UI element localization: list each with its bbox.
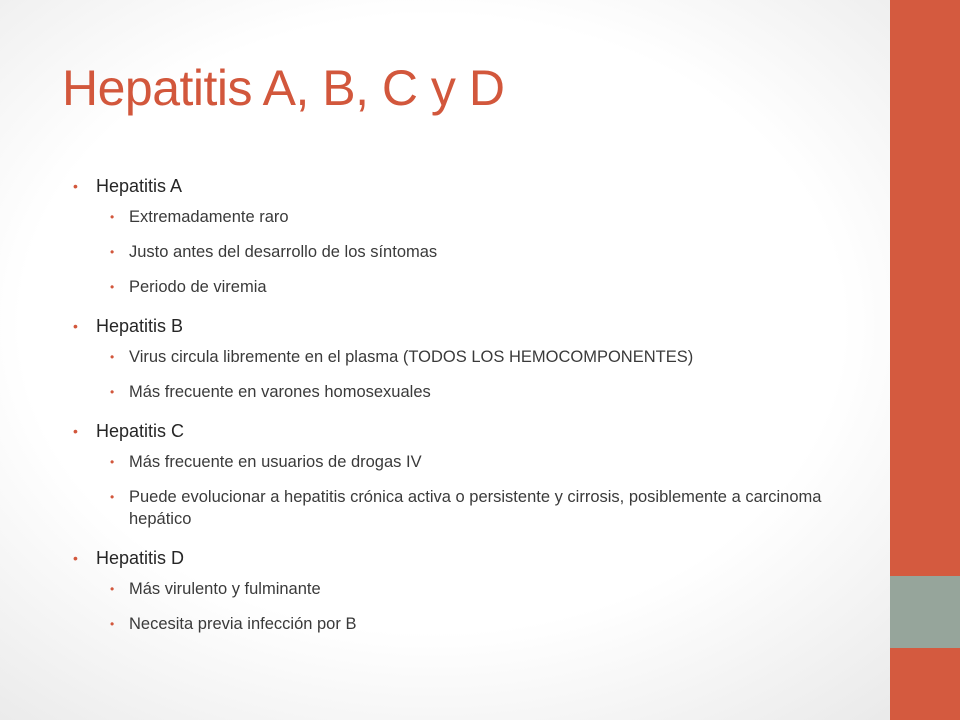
sub-item-text: Justo antes del desarrollo de los síntomas bbox=[129, 243, 438, 261]
list-item-hepatitis-d bbox=[72, 546, 852, 635]
sub-bullet-list bbox=[96, 451, 852, 530]
side-bar-bottom-segment bbox=[890, 648, 960, 720]
sub-list-item bbox=[96, 241, 852, 263]
sub-list-item bbox=[96, 486, 852, 530]
sub-bullet-icon: • bbox=[110, 617, 115, 631]
sub-item-text: Periodo de viremia bbox=[129, 278, 267, 296]
sub-bullet-list bbox=[96, 578, 852, 635]
section-heading: Hepatitis B bbox=[96, 316, 184, 336]
section-heading: Hepatitis D bbox=[96, 548, 185, 568]
sub-list-item bbox=[96, 346, 852, 368]
sub-item-text: Necesita previa infección por B bbox=[129, 615, 357, 633]
slide-body bbox=[72, 174, 852, 645]
side-bar-top-segment bbox=[890, 0, 960, 576]
sub-item-text: Más frecuente en usuarios de drogas IV bbox=[129, 453, 422, 471]
bullet-icon: • bbox=[73, 178, 78, 194]
sub-list-item bbox=[96, 381, 852, 403]
sub-item-text: Extremadamente raro bbox=[129, 208, 289, 226]
side-decoration-bar bbox=[890, 0, 960, 720]
list-item-hepatitis-c bbox=[72, 419, 852, 530]
sub-bullet-icon: • bbox=[110, 582, 115, 596]
sub-item-text: Más frecuente en varones homosexuales bbox=[129, 383, 431, 401]
bullet-list bbox=[72, 174, 852, 635]
sub-bullet-icon: • bbox=[110, 350, 115, 364]
sub-list-item bbox=[96, 451, 852, 473]
sub-bullet-icon: • bbox=[110, 245, 115, 259]
sub-item-text: Virus circula libremente en el plasma (TODOS LOS HEMOCOMPONENTES) bbox=[129, 348, 694, 366]
sub-list-item bbox=[96, 276, 852, 298]
section-heading: Hepatitis C bbox=[96, 421, 185, 441]
sub-bullet-icon: • bbox=[110, 455, 115, 469]
sub-bullet-list bbox=[96, 346, 852, 403]
sub-bullet-icon: • bbox=[110, 385, 115, 399]
sub-list-item bbox=[96, 206, 852, 228]
bullet-icon: • bbox=[73, 550, 78, 566]
sub-bullet-list bbox=[96, 206, 852, 298]
sub-list-item bbox=[96, 578, 852, 600]
sub-bullet-icon: • bbox=[110, 280, 115, 294]
sub-item-text: Más virulento y fulminante bbox=[129, 580, 321, 598]
bullet-icon: • bbox=[73, 423, 78, 439]
list-item-hepatitis-b bbox=[72, 314, 852, 403]
section-heading: Hepatitis A bbox=[96, 176, 183, 196]
side-bar-middle-segment bbox=[890, 576, 960, 648]
sub-item-text: Puede evolucionar a hepatitis crónica activa o persistente y cirrosis, posiblemente a carcinoma hepático bbox=[129, 488, 822, 528]
slide-title: Hepatitis A, B, C y D bbox=[62, 60, 505, 116]
sub-list-item bbox=[96, 613, 852, 635]
sub-bullet-icon: • bbox=[110, 490, 115, 504]
sub-bullet-icon: • bbox=[110, 210, 115, 224]
list-item-hepatitis-a bbox=[72, 174, 852, 298]
bullet-icon: • bbox=[73, 318, 78, 334]
